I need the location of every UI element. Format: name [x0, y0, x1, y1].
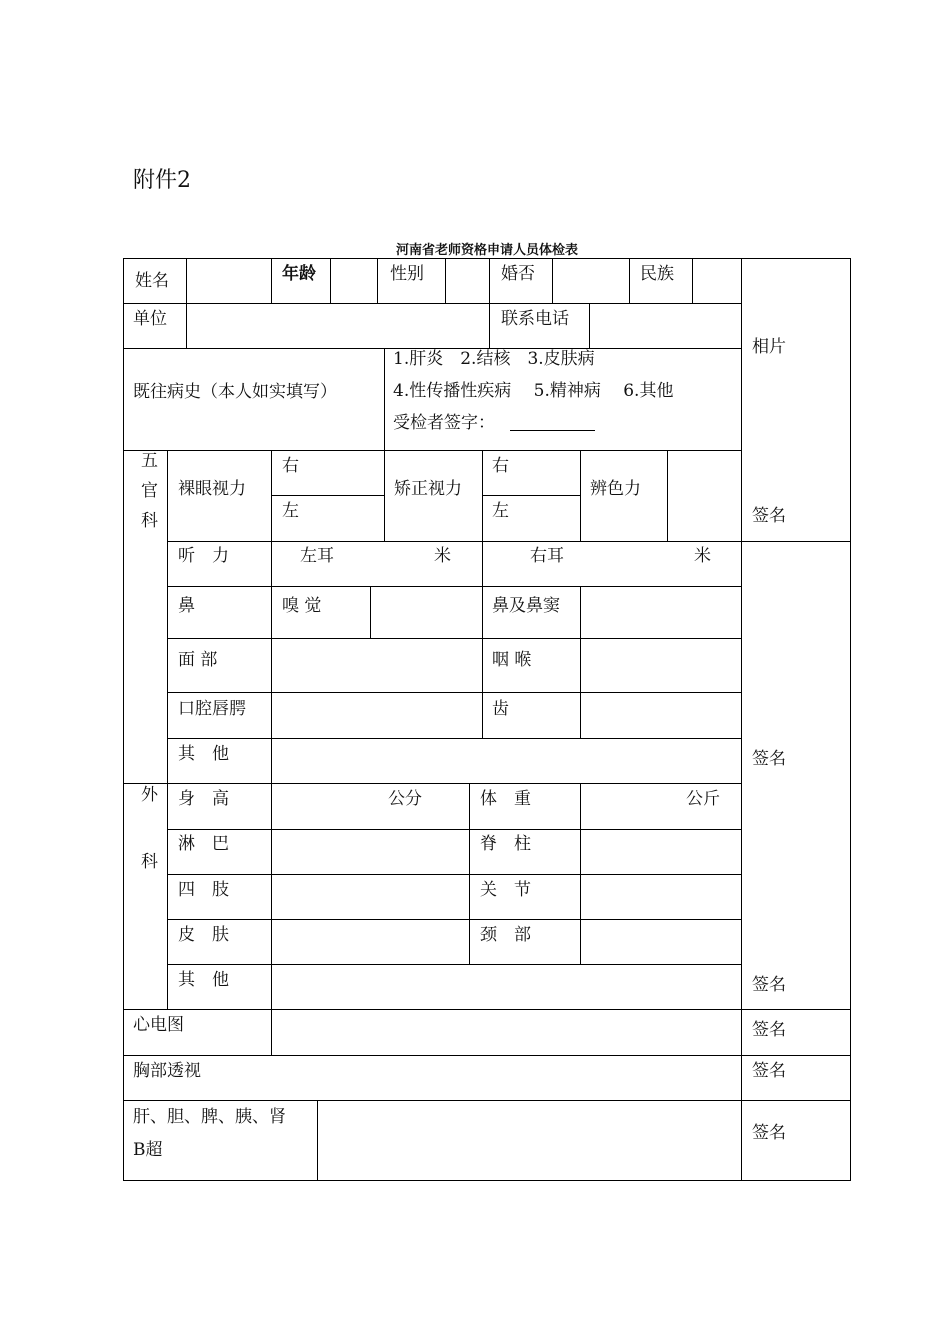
section-surgery-2: 科: [141, 852, 158, 872]
limbs-label: 四 肢: [178, 880, 229, 900]
unit-label: 单位: [133, 309, 167, 329]
table-rule: [123, 258, 124, 1181]
right-ear-label: 右耳: [530, 546, 564, 566]
weight-label: 体 重: [480, 789, 531, 809]
table-rule: [469, 783, 470, 964]
examinee-signature-line[interactable]: [510, 430, 595, 431]
nose-label: 鼻: [178, 596, 195, 616]
table-rule: [271, 258, 272, 303]
table-rule: [489, 258, 490, 348]
signature-label: 签名: [752, 1123, 786, 1143]
skin-label: 皮 肤: [178, 925, 229, 945]
table-rule: [168, 586, 742, 587]
naked-left-label: 左: [282, 501, 299, 521]
table-rule: [271, 638, 272, 784]
teeth-label: 齿: [492, 699, 509, 719]
table-rule: [124, 450, 742, 451]
table-rule: [483, 495, 580, 496]
table-rule: [168, 919, 742, 920]
smell-label: 嗅 觉: [282, 596, 322, 616]
table-rule: [580, 450, 581, 541]
history-option-line1: 1.肝炎 2.结核 3.皮肤病: [393, 349, 595, 369]
corrected-right-label: 右: [492, 456, 509, 476]
spine-label: 脊 柱: [480, 834, 531, 854]
corrected-left-label: 左: [492, 501, 509, 521]
neck-label: 颈 部: [480, 925, 531, 945]
age-label: 年龄: [282, 264, 316, 284]
signature-label: 签名: [752, 749, 786, 769]
gender-label: 性别: [390, 264, 424, 284]
table-rule: [330, 258, 331, 303]
table-rule: [589, 303, 590, 348]
phone-label: 联系电话: [501, 309, 569, 329]
table-rule: [272, 495, 384, 496]
table-rule: [445, 258, 446, 303]
table-rule: [370, 586, 371, 638]
ethnicity-label: 民族: [640, 264, 674, 284]
color-vision-label: 辨色力: [590, 479, 641, 499]
left-ear-label: 左耳: [300, 546, 334, 566]
table-rule: [168, 638, 742, 639]
table-rule: [741, 258, 742, 1180]
section-five-senses-3: 科: [141, 511, 158, 531]
table-rule: [124, 303, 742, 304]
table-rule: [850, 258, 851, 1181]
ecg-label: 心电图: [133, 1015, 184, 1035]
table-rule: [629, 258, 630, 303]
sinus-label: 鼻及鼻窦: [492, 596, 560, 616]
history-option-line2: 4.性传播性疾病 5.精神病 6.其他: [393, 381, 674, 401]
height-label: 身 高: [178, 789, 229, 809]
name-label: 姓名: [135, 271, 169, 291]
history-label: 既往病史（本人如实填写）: [133, 382, 337, 402]
examinee-signature-label: 受检者签字：: [393, 413, 495, 433]
meter-unit: 米: [434, 546, 451, 566]
signature-label: 签名: [752, 506, 786, 526]
corrected-vision-label: 矫正视力: [394, 479, 462, 499]
table-rule: [168, 738, 742, 739]
kg-unit: 公斤: [686, 789, 720, 809]
signature-label: 签名: [752, 1061, 786, 1081]
naked-vision-label: 裸眼视力: [178, 479, 246, 499]
hearing-label: 听 力: [178, 546, 229, 566]
table-rule: [168, 964, 742, 965]
table-rule: [384, 348, 385, 541]
table-rule: [692, 258, 693, 303]
section-five-senses-1: 五: [141, 451, 158, 471]
table-rule: [482, 450, 483, 738]
table-rule: [271, 783, 272, 1055]
table-rule: [667, 450, 668, 541]
signature-label: 签名: [752, 1020, 786, 1040]
face-label: 面 部: [178, 650, 218, 670]
table-rule: [168, 874, 742, 875]
meter-unit: 米: [694, 546, 711, 566]
table-rule: [317, 1100, 318, 1180]
table-rule: [271, 450, 272, 646]
cm-unit: 公分: [388, 789, 422, 809]
attachment-label: 附件2: [133, 168, 191, 193]
section-five-senses-2: 官: [141, 481, 158, 501]
surgery-other-label: 其 他: [178, 970, 229, 990]
ultrasound-label-line1: 肝、胆、脾、胰、肾: [133, 1107, 286, 1127]
naked-right-label: 右: [282, 456, 299, 476]
table-rule: [377, 258, 378, 303]
throat-label: 咽 喉: [492, 650, 532, 670]
photo-label: 相片: [752, 337, 786, 357]
table-rule: [580, 783, 581, 964]
table-rule: [124, 1180, 851, 1181]
lymph-label: 淋 巴: [178, 834, 229, 854]
signature-label: 签名: [752, 975, 786, 995]
ent-other-label: 其 他: [178, 744, 229, 764]
mouth-label: 口腔唇腭: [178, 699, 246, 719]
chest-xray-label: 胸部透视: [133, 1061, 201, 1081]
ultrasound-label-line2: B超: [133, 1140, 163, 1160]
table-rule: [580, 586, 581, 738]
table-rule: [167, 450, 168, 1009]
table-rule: [186, 258, 187, 348]
form-title: 河南省老师资格申请人员体检表: [395, 243, 578, 258]
marital-label: 婚否: [501, 264, 535, 284]
table-rule: [168, 829, 742, 830]
table-rule: [168, 692, 742, 693]
section-surgery-1: 外: [141, 785, 158, 805]
table-rule: [552, 258, 553, 303]
joints-label: 关 节: [480, 880, 531, 900]
table-rule: [124, 783, 742, 784]
